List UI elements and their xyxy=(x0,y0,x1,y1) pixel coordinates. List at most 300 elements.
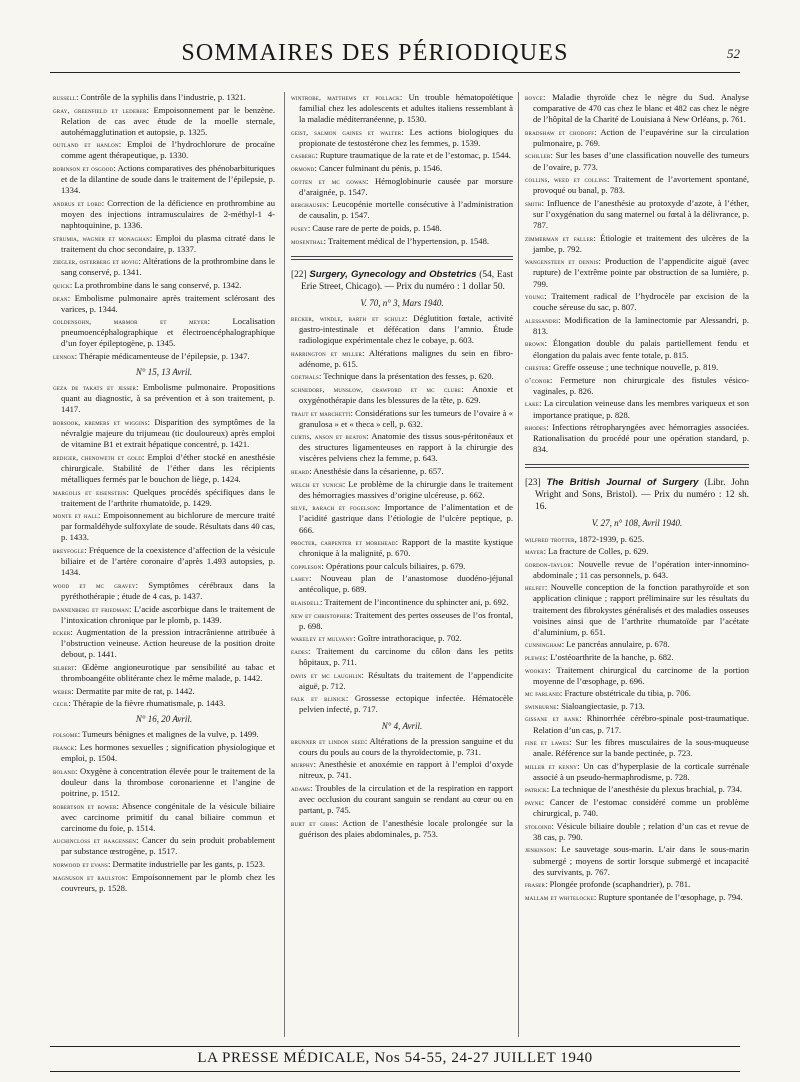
article-authors: mallam et whitelocke xyxy=(525,892,594,902)
article-authors: gissane et rank xyxy=(525,714,580,724)
article-entry xyxy=(53,686,275,697)
article-authors: burt et gibbs xyxy=(291,818,336,828)
article-authors: welch et yunich xyxy=(291,479,343,489)
article-title: : Contrôle de la syphilis dans l’industrie, p. 1321. xyxy=(76,92,246,102)
article-authors: davis et mc laughlin xyxy=(291,670,362,680)
article-entry xyxy=(53,351,275,362)
article-title: : Leucopénie mortelle consécutive à l’administration de causalin, p. 1547. xyxy=(299,199,513,221)
article-title: : La technique de l’anesthésie du plexus brachial, p. 734. xyxy=(546,784,742,795)
article-entry xyxy=(291,92,513,125)
article-title: : Empoisonnement au bichlorure de mercure traité par formaldéhyde sulfoxylate de soude. Résultats dans 40 cas, p. 1433. xyxy=(61,510,275,543)
article-entry xyxy=(291,818,513,840)
issue-date: N° 15, 13 Avril. xyxy=(135,367,193,378)
article-authors: franck xyxy=(53,743,75,753)
article-entry xyxy=(291,313,513,346)
article-entry xyxy=(53,698,275,709)
article-entry xyxy=(291,431,513,464)
article-title: : L’acide ascorbique dans le traitement de l’intoxication chronique par le plomb, p. 1439. xyxy=(61,603,275,625)
article-title: : Localisation pneumoencéphalographique et électroencéphalographique d’un foyer épileptogène, p. 1345. xyxy=(61,316,275,349)
article-authors: traut et marchetti xyxy=(291,408,351,418)
article-title: : Les hormones sexuelles ; signification physiologique et emploi, p. 1504. xyxy=(61,742,275,764)
article-entry xyxy=(53,627,275,660)
column-middle xyxy=(291,92,513,1037)
article-authors: procter, carpenter et morehead xyxy=(291,538,396,548)
article-authors: goldensohn, marmor et meyer xyxy=(53,317,208,327)
article-entry xyxy=(53,293,275,315)
article-authors: robertson et bower xyxy=(53,801,117,811)
article-authors: quick xyxy=(53,281,70,290)
article-entry xyxy=(291,502,513,535)
article-authors: alessandri xyxy=(525,315,559,325)
article-title: : Anesthésie et anoxémie en rapport à l’emploi d’oxyde nitreux, p. 741. xyxy=(299,759,513,781)
article-title: : Goître intrathoracique, p. 702. xyxy=(353,633,462,644)
article-title: : Quelques procédés spécifiques dans le traitement de l’arthrite rhumatoïde, p. 1429. xyxy=(61,486,275,508)
article-entry xyxy=(53,662,275,684)
article-entry xyxy=(53,417,275,450)
article-entry xyxy=(525,701,749,712)
journal-title: The British Journal of Surgery xyxy=(546,477,699,489)
article-authors: schnedorf, munslow, crawford et mc clure xyxy=(291,384,462,394)
article-entry xyxy=(291,597,513,608)
article-title: : Traitement du carcinome du côlon dans les petits hôpitaux, p. 711. xyxy=(299,645,513,668)
article-authors: brown xyxy=(525,339,545,349)
article-authors: robinson et osgood xyxy=(53,164,114,174)
article-entry xyxy=(525,534,749,545)
column-right xyxy=(525,92,749,1037)
article-title: : Fracture obstétricale du tibia, p. 706. xyxy=(559,688,691,699)
article-entry xyxy=(53,105,275,138)
article-entry xyxy=(53,452,275,485)
article-entry xyxy=(525,639,749,650)
article-authors: dean xyxy=(53,293,68,303)
journal-info: (Libr. John Wright and Sons, Bristol). — Prix du numéro : 12 sh. 16. xyxy=(535,478,749,513)
article-title: : Dermatite par mite de rat, p. 1442. xyxy=(71,685,195,696)
article-title: : Sur les bases d’une classification nouvelle des tumeurs de l’ovaire, p. 773. xyxy=(533,150,749,172)
section-separator xyxy=(291,256,513,260)
article-authors: lennox xyxy=(53,352,75,362)
article-entry xyxy=(53,580,275,602)
article-title: : Altérations de la pression sanguine et du cours du pouls au cours de la thyroïdectomie, p. 731. xyxy=(299,735,513,757)
article-title: : Nouvelle conception de la fonction parathyroïde et son application clinique ; rapport préliminaire sur les résultats du traitement des fibrokystes généralisés et des maladies osseuses voisines ainsi que de l’arthrite rhumatoïde par l’acétate d’aluminium, p. 651. xyxy=(533,582,749,637)
article-authors: lake xyxy=(525,399,540,409)
article-entry xyxy=(53,198,275,231)
article-title: : Traitement radical de l’hydrocèle par excision de la couche séreuse du sac, p. 807. xyxy=(533,291,749,313)
article-authors: folsome xyxy=(53,730,78,740)
column-rule xyxy=(518,92,519,1037)
journal-title: Surgery, Gynecology and Obstetrics xyxy=(309,268,477,280)
article-title: : Rapport de la mastite kystique chronique à la malignité, p. 670. xyxy=(299,537,513,559)
article-title: : Empoisonnement par le benzène. Relation de cas avec étude de la moelle sternale, autohémagglutination et autopsie, p. 1325. xyxy=(61,104,275,137)
article-title: : Résultats du traitement de l’appendicite aiguë, p. 712. xyxy=(299,669,513,691)
article-authors: wookey xyxy=(525,665,549,675)
article-title: : Anoxie et oxygénothérapie dans les blessures de la tête, p. 629. xyxy=(299,383,513,405)
article-authors: boyce xyxy=(525,93,543,102)
article-title: : Traitement de l’incontinence du sphincter ani, p. 692. xyxy=(320,597,509,608)
article-entry xyxy=(291,163,513,174)
article-entry xyxy=(525,127,749,149)
article-authors: helfet xyxy=(525,583,545,593)
article-entry xyxy=(53,801,275,834)
article-title: : Vésicule biliaire double ; relation d’un cas et revue de 38 cas, p. 790. xyxy=(533,820,749,842)
article-authors: monte et hall xyxy=(53,511,99,521)
article-entry xyxy=(291,759,513,781)
article-entry xyxy=(291,408,513,430)
section-separator xyxy=(525,464,749,468)
article-entry xyxy=(525,784,749,795)
article-title: : Grossesse ectopique infectée. Hématocèle pelvien infecté, p. 717. xyxy=(299,693,513,715)
article-title: : Cancer de l’estomac considéré comme un problème chirurgical, p. 740. xyxy=(533,797,749,819)
article-title: : Traitement médical de l’hypertension, p. 1548. xyxy=(323,235,490,246)
article-authors: dannenberg et friedman xyxy=(53,604,129,614)
issue-date: V. 27, n° 108, Avril 1940. xyxy=(591,518,683,529)
article-authors: borsook, kremers et wiggins xyxy=(53,418,148,428)
article-title: : Thérapie médicamenteuse de l’épilepsie, p. 1347. xyxy=(74,351,250,362)
article-entry xyxy=(53,729,275,740)
article-entry xyxy=(525,559,749,581)
article-entry xyxy=(291,384,513,406)
article-authors: ziegler, osterberg et hovig xyxy=(53,257,139,267)
article-authors: bradshaw et chodoff xyxy=(525,127,595,137)
article-entry xyxy=(291,573,513,595)
article-title: : La fracture de Colles, p. 629. xyxy=(543,546,649,557)
article-entry xyxy=(53,835,275,857)
column-left xyxy=(53,92,275,1037)
article-authors: pusey xyxy=(291,224,308,234)
article-title: : La prothrombine dans le sang conservé, p. 1342. xyxy=(69,280,242,290)
article-title: : Traitement de l’avortement spontané, provoqué ou banal, p. 783. xyxy=(533,174,749,196)
article-entry xyxy=(291,466,513,477)
article-entry xyxy=(525,362,749,373)
article-authors: berghausen xyxy=(291,200,327,210)
article-entry xyxy=(291,537,513,559)
article-entry xyxy=(291,371,513,382)
article-title: : Un cas d’hyperplasie de la corticale surrénale associé à un pseudo-hermaphrodisme, p. 728. xyxy=(533,760,749,782)
article-authors: magnuson et raulston xyxy=(53,872,126,882)
article-title: : Sialoangiectasie, p. 713. xyxy=(556,700,645,711)
article-authors: russell xyxy=(53,93,77,102)
article-entry xyxy=(525,398,749,420)
article-authors: miller et kenny xyxy=(525,761,578,771)
article-entry xyxy=(53,92,275,103)
article-title: : Thérapie de la fièvre rhumatismale, p. 1443. xyxy=(68,698,226,709)
article-authors: blaisdell xyxy=(291,598,321,608)
article-authors: murphy xyxy=(291,760,314,770)
article-title: : Étiologie et traitement des ulcères de la jambe, p. 792. xyxy=(533,232,749,254)
column-rule xyxy=(284,92,285,1037)
article-authors: harrington et miller xyxy=(291,348,363,358)
article-title: : Maladie thyroïde chez le nègre du Sud. Analyse comparative de 470 cas chez le blanc et 482 cas chez le nègre de l’hôpital de la Charité de Louisiana à New Orléans, p. 761. xyxy=(533,92,749,125)
article-entry xyxy=(53,872,275,894)
article-entry xyxy=(525,892,749,903)
article-title: : Oxygène à concentration élevée pour le traitement de la douleur dans la thrombose coronarienne et l’angine de poitrine, p. 1512. xyxy=(61,765,275,798)
article-authors: collins, weed et collins xyxy=(525,175,607,185)
article-title: : Disparition des symptômes de la névralgie majeure du trijumeau (tic douloureux) après emploi de vitamine B1 et extrait hépatique concentré, p. 1421. xyxy=(61,417,275,450)
article-authors: rhodes xyxy=(525,423,547,433)
article-entry xyxy=(53,859,275,870)
article-title: : Rupture spontanée de l’œsophage, p. 794. xyxy=(593,891,743,902)
article-entry xyxy=(525,174,749,196)
article-authors: geza de takats et jesser xyxy=(53,383,137,393)
article-title: : Empoisonnement par le plomb chez les couvreurs, p. 1528. xyxy=(61,871,275,893)
article-entry xyxy=(525,315,749,337)
article-authors: fraser xyxy=(525,880,546,890)
article-entry xyxy=(53,316,275,349)
article-authors: adams xyxy=(291,783,311,793)
article-title: : Déglutition fœtale, activité gastro-intestinale et défécation dans l’amnio. Étude radiologique expérimentale chez le cobaye, p. 603. xyxy=(299,312,513,345)
article-title: : Opérations pour calculs biliaires, p. 679. xyxy=(321,560,466,571)
journal-heading xyxy=(291,269,513,293)
article-entry xyxy=(525,291,749,313)
article-title: : Absence congénitale de la vésicule biliaire avec carcinome primitif du canal biliaire commun et carcinome du foie, p. 1514. xyxy=(61,800,275,833)
page-number: 52 xyxy=(727,46,740,61)
article-title: : Embolisme pulmonaire. Propositions quant au diagnostic, à sa prévention et à son traitement, p. 1417. xyxy=(61,382,275,415)
article-title: : Nouvelle revue de l’opération inter-innomino-abdominale ; 11 cas personnels, p. 643. xyxy=(533,558,749,580)
article-title: : Dermatite industrielle par les gants, p. 1523. xyxy=(107,859,266,869)
article-entry xyxy=(525,821,749,843)
article-authors: ormond xyxy=(291,164,315,174)
article-authors: breyfogle xyxy=(53,546,85,556)
article-entry xyxy=(525,150,749,172)
article-authors: wintrobe, matthews et pollack xyxy=(291,93,400,102)
article-entry xyxy=(525,233,749,255)
article-title: : Traitement des pertes osseuses de l’os frontal, p. 698. xyxy=(299,609,513,631)
article-title: : Le sauvetage sous-marin. L’air dans le sous-marin submergé ; moyens de sortir lorsque submergé et incapacité des survivants, p. 767. xyxy=(533,844,749,877)
article-entry xyxy=(291,176,513,198)
article-title: : Nouveau plan de l’anastomose duodéno-jéjunal antécolique, p. 689. xyxy=(299,573,513,595)
article-title: , 1872-1939, p. 625. xyxy=(574,533,645,544)
article-entry xyxy=(525,688,749,699)
article-authors: schiller xyxy=(525,151,551,161)
article-authors: gray, greenfield et lederer xyxy=(53,105,147,115)
journal-number: [22] xyxy=(291,269,310,280)
article-authors: wangensteen et dennis xyxy=(525,257,599,267)
article-title: : Anatomie des tissus sous-péritonéaux et des structures ligamenteuses en rapport à la chirurgie des viscères pelviens chez la femme, p. 643. xyxy=(299,431,513,464)
article-title: : Infections rétropharyngées avec hémorragies associées. Rationalisation du procédé pour une opération standard, p. 834. xyxy=(533,422,749,455)
article-entry xyxy=(291,610,513,632)
article-entry xyxy=(525,198,749,231)
article-title: : Élongation double du palais partiellement fendu et élongation du palais avec fente totale, p. 815. xyxy=(533,338,749,360)
article-title: : Troubles de la circulation et de la respiration en rapport avec occlusion du courant sanguin se rendant au cœur ou en partant, p. 745. xyxy=(299,782,513,816)
article-authors: mc farland xyxy=(525,689,560,699)
article-entry xyxy=(53,742,275,764)
article-authors: o’conor xyxy=(525,375,551,385)
article-authors: heard xyxy=(291,467,310,477)
journal-number: [23] xyxy=(525,478,547,489)
article-authors: weber xyxy=(53,686,72,696)
article-entry xyxy=(525,375,749,397)
article-authors: becker, windle, barth et schulz xyxy=(291,313,406,323)
article-title: : Anesthésie dans la césarienne, p. 657. xyxy=(309,466,444,477)
article-authors: silve, rarach et fogelson xyxy=(291,503,378,513)
article-title: : Considérations sur les tumeurs de l’ovaire à « granulosa » et « theca » cell, p. 632. xyxy=(299,407,513,429)
article-entry xyxy=(291,479,513,501)
page-header xyxy=(50,38,740,73)
article-title: : Greffe osseuse ; une technique nouvelle, p. 819. xyxy=(548,362,719,373)
article-authors: rediger, chenoweth et gold xyxy=(53,452,143,462)
article-title: : Embolisme pulmonaire après traitement sclérosant des varices, p. 1344. xyxy=(61,292,275,314)
article-title: : L’ostéoarthrite de la hanche, p. 682. xyxy=(545,651,674,662)
article-entry xyxy=(291,561,513,572)
article-authors: cecil xyxy=(53,699,69,709)
article-authors: curtis, anson et beaton xyxy=(291,432,367,442)
article-authors: payne xyxy=(525,798,542,808)
journal-heading xyxy=(525,477,749,513)
article-authors: andrus et lord xyxy=(53,198,102,208)
article-entry xyxy=(525,665,749,687)
article-title: : Correction de la déficience en prothrombine au moyen des injections intramusculaires de 2-méthyl-1 4-naphtoquinine, p. 1336. xyxy=(61,197,275,231)
article-entry xyxy=(291,633,513,644)
article-entry xyxy=(53,382,275,415)
article-authors: wilfred trotter xyxy=(525,534,575,544)
article-authors: outland et hanlon xyxy=(53,140,119,150)
article-title: : Actions comparatives des phénobarbituriques et de la dilantine de soude dans le traitement de l’épilepsie, p. 1334. xyxy=(61,163,275,196)
article-authors: silbert xyxy=(53,663,75,672)
journal-info: (54, East Erie Street, Chicago). — Prix du numéro : 1 dollar 50. xyxy=(301,269,513,292)
article-entry xyxy=(53,233,275,255)
article-entry xyxy=(291,236,513,247)
article-entry xyxy=(53,256,275,278)
article-authors: zimmerman et faller xyxy=(525,233,594,243)
article-title: : Plongée profonde (scaphandrier), p. 781. xyxy=(545,879,691,890)
article-title: : Les actions biologiques du propionate de testostérone chez les femmes, p. 1539. xyxy=(299,126,513,148)
article-authors: boland xyxy=(53,766,76,776)
article-authors: falk et blinick xyxy=(291,694,346,704)
article-title: : Symptômes cérébraux dans la pyréthothérapie ; étude de 4 cas, p. 1437. xyxy=(61,579,275,601)
article-title: : Cause rare de perte de poids, p. 1548. xyxy=(307,223,442,234)
article-authors: coppleson xyxy=(291,561,322,571)
article-title: : Influence de l’anesthésie au protoxyde d’azote, à l’éther, sur l’oxygénation du sang maternel ou fœtal à la délivrance, p. 787. xyxy=(533,197,749,231)
article-entry xyxy=(291,670,513,692)
article-entry xyxy=(525,713,749,735)
article-authors: eades xyxy=(291,646,309,656)
article-entry xyxy=(291,348,513,370)
article-entry xyxy=(53,139,275,161)
article-authors: stoloind xyxy=(525,821,552,831)
page-title: SOMMAIRES DES PÉRIODIQUES xyxy=(181,40,569,66)
article-title: : Tumeurs bénignes et malignes de la vulve, p. 1499. xyxy=(77,729,259,740)
article-entry xyxy=(53,604,275,626)
article-entry xyxy=(525,879,749,890)
article-title: : Altérations malignes du sein en fibro-adénome, p. 615. xyxy=(299,347,513,369)
article-entry xyxy=(525,422,749,455)
article-entry xyxy=(291,150,513,161)
article-authors: patrick xyxy=(525,785,547,795)
issue-date: N° 4, Avril. xyxy=(381,720,423,731)
article-title: : Fermeture non chirurgicale des fistules vésico-vaginales, p. 826. xyxy=(533,374,749,396)
article-authors: swinburne xyxy=(525,701,557,711)
article-title: : La circulation veineuse dans les membres variqueux et son importance pratique, p. 828. xyxy=(533,398,749,420)
article-title: : Un trouble hématopoïétique familial chez les adolescents et adultes italiens ressemblant à la maladie méditerranéenne, p. 1530. xyxy=(299,92,513,125)
article-entry xyxy=(53,545,275,578)
article-title: : Sur les fibres musculaires de la sous-muqueuse anale. Référence sur la bande pectinée, p. 723. xyxy=(533,737,749,759)
article-authors: mayer xyxy=(525,547,544,557)
article-authors: gordon-taylor xyxy=(525,559,571,569)
issue-date: V. 70, n° 3, Mars 1940. xyxy=(360,297,444,308)
article-title: : Traitement chirurgical du carcinome de la portion moyenne de l’œsophage, p. 696. xyxy=(533,664,749,686)
article-title: : Hémoglobinurie causée par morsure d’araignée, p. 1547. xyxy=(299,175,513,197)
article-title: : Altérations de la prothrombine dans le sang conservé, p. 1341. xyxy=(61,256,275,278)
article-title: : Rhinorrhée cérébro-spinale post-traumatique. Relation d’un cas, p. 717. xyxy=(533,713,749,735)
article-authors: geist, salmon gaines et walter xyxy=(291,127,402,137)
article-title: : Rupture traumatique de la rate et de l’estomac, p. 1544. xyxy=(315,150,511,161)
article-title: : Emploi du plasma citraté dans le traitement du choc secondaire, p. 1337. xyxy=(61,232,275,254)
article-authors: mosenthal xyxy=(291,236,324,246)
article-title: : Œdème angioneurotique par sensibilité au tabac et thromboangéite oblitérante chez le même malade, p. 1442. xyxy=(61,662,275,684)
article-authors: chester xyxy=(525,363,549,373)
article-entry xyxy=(53,280,275,291)
article-authors: jenkinson xyxy=(525,845,555,855)
article-authors: cunningham xyxy=(525,640,562,650)
article-entry xyxy=(291,693,513,715)
article-entry xyxy=(53,487,275,509)
article-authors: margolis et eisenstein xyxy=(53,487,127,497)
article-entry xyxy=(291,127,513,149)
article-authors: plewes xyxy=(525,652,546,662)
article-title: : Action de l’eupavérine sur la circulation pulmonaire, p. 769. xyxy=(533,126,749,148)
article-entry xyxy=(525,844,749,877)
article-entry xyxy=(291,199,513,221)
article-entry xyxy=(525,546,749,557)
article-entry xyxy=(291,736,513,758)
article-authors: young xyxy=(525,292,545,302)
article-entry xyxy=(525,582,749,637)
article-authors: goethals xyxy=(291,372,319,382)
article-title: : Le problème de la chirurgie dans le traitement des hémorragies massives d’origine ulcéreuse, p. 662. xyxy=(299,478,513,500)
article-authors: norwood et evans xyxy=(53,860,108,869)
article-authors: brunner et lindon seed xyxy=(291,736,365,746)
article-authors: casberg xyxy=(291,151,316,161)
article-authors: new et christopher xyxy=(291,610,351,620)
article-title: : Modification de la laminectomie par Alessandri, p. 813. xyxy=(533,314,749,336)
article-title: : Production de l’appendicite aiguë (avec rupture) de l’extrême pointe par obstruction de sa lumière, p. 799. xyxy=(533,256,749,289)
article-authors: fine et lawes xyxy=(525,738,570,748)
article-title: : Fréquence de la coexistence d’affection de la vésicule biliaire et de l’artère coronaire d’après 1.493 autopsies, p. 1434. xyxy=(61,545,275,578)
article-entry xyxy=(525,797,749,819)
article-entry xyxy=(525,652,749,663)
article-title: : Importance de l’alimentation et de l’acidité gastrique dans l’étiologie de l’ulcère peptique, p. 666. xyxy=(299,502,513,535)
article-authors: strumia, wagner et monaghan xyxy=(53,233,150,243)
article-entry xyxy=(525,338,749,360)
article-entry xyxy=(53,510,275,543)
article-entry xyxy=(53,766,275,799)
article-entry xyxy=(525,92,749,125)
article-authors: lahey xyxy=(291,574,309,584)
article-title: : Emploi d’éther stocké en anesthésie chirurgicale. Stabilité de l’éther dans les récipients métalliques fermés par le bouchon de liège, p. 1424. xyxy=(61,451,275,484)
article-entry xyxy=(525,256,749,289)
article-authors: wakeley et mulvany xyxy=(291,634,354,644)
article-entry xyxy=(291,223,513,234)
article-title: : Cancer du sein produit probablement par substance œstrogène, p. 1517. xyxy=(61,835,275,857)
article-title: : Technique dans la présentation des fesses, p. 620. xyxy=(319,371,494,382)
article-authors: auchincloss et haagensen xyxy=(53,836,137,846)
article-title: : Le pancréas annulaire, p. 678. xyxy=(561,639,670,650)
article-entry xyxy=(525,761,749,783)
issue-date: N° 16, 20 Avril. xyxy=(135,714,193,725)
article-entry xyxy=(291,783,513,816)
article-authors: gotten et mc gowan xyxy=(291,176,367,186)
article-title: : Cancer fulminant du pénis, p. 1546. xyxy=(314,163,443,174)
article-authors: wood et mc gravey xyxy=(53,580,136,590)
article-entry xyxy=(53,163,275,196)
article-entry xyxy=(291,646,513,668)
article-authors: smith xyxy=(525,198,542,208)
article-title: : Emploi de l’hydrochlorure de procaïne comme agent thérapeutique, p. 1330. xyxy=(61,139,275,161)
article-title: : Augmentation de la pression intracrânienne attribuée à l’obstruction veineuse. Action heureuse de la position droite debout, p. 1441. xyxy=(61,627,275,660)
article-entry xyxy=(525,737,749,759)
article-authors: ecker xyxy=(53,628,71,638)
page-footer: LA PRESSE MÉDICALE, Nos 54-55, 24-27 JUILLET 1940 xyxy=(50,1046,740,1072)
article-title: : Action de l’anesthésie locale prolongée sur la guérison des plaies abdominales, p. 753. xyxy=(299,817,513,839)
